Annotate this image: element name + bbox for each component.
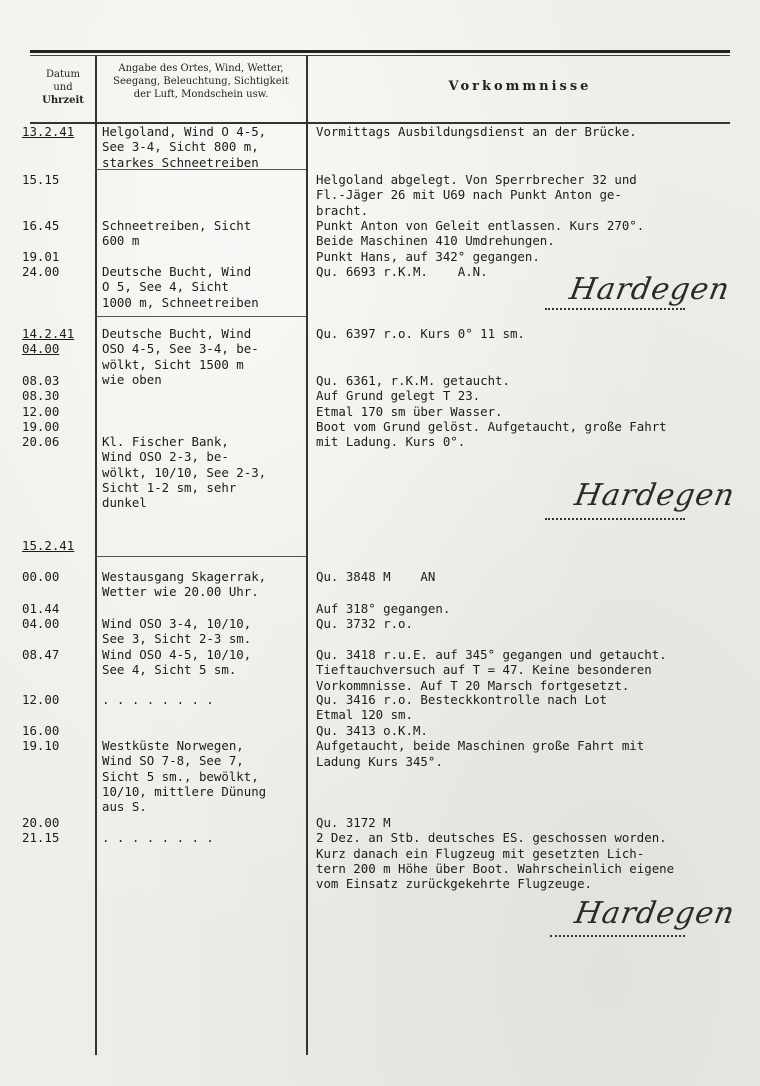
place-cell: Wind OSO 3-4, 10/10, See 3, Sicht 2-3 sm. xyxy=(102,616,252,647)
event-cell: Qu. 3416 r.o. Besteckkontrolle nach Lot Etmal 120 sm. xyxy=(316,692,607,723)
time-cell: 24.00 xyxy=(22,264,60,279)
time-cell: 00.00 xyxy=(22,569,60,584)
top-rule xyxy=(30,50,730,53)
header-datum xyxy=(34,68,92,107)
time-cell: 12.00 xyxy=(22,692,60,707)
place-cell: . . . . . . . . xyxy=(102,830,214,845)
event-cell: Qu. 3413 o.K.M. Aufgetaucht, beide Maschinen große Fahrt mit Ladung Kurs 345°. xyxy=(316,723,645,769)
event-cell: Qu. 6397 r.o. Kurs 0° 11 sm. xyxy=(316,326,525,341)
place-cell: Schneetreiben, Sicht 600 m xyxy=(102,218,252,249)
column-divider-1 xyxy=(95,55,97,1055)
header-datum-line: Uhrzeit xyxy=(42,95,84,106)
place-cell: Westausgang Skagerrak, Wetter wie 20.00 Uhr. xyxy=(102,569,267,600)
event-cell: Helgoland abgelegt. Von Sperrbrecher 32 und Fl.-Jäger 26 mit U69 nach Punkt Anton ge- bracht. xyxy=(316,172,637,218)
top-rule-thin xyxy=(30,55,730,56)
time-cell: 20.00 21.15 xyxy=(22,815,60,846)
place-cell: . . . . . . . . xyxy=(102,692,214,707)
place-cell: Kl. Fischer Bank, Wind OSO 2-3, be- wölkt, 10/10, See 2-3, Sicht 1-2 sm, sehr dunkel xyxy=(102,434,267,511)
signature: Hardegen xyxy=(571,478,738,513)
event-cell: Qu. 3172 M 2 Dez. an Stb. deutsches ES. geschossen worden. Kurz danach ein Flugzeug mit gesetzten Lich- tern 200 m Höhe über Boot. Wahrscheinlich eigene vom Einsatz zurückgekehrte Flugzeuge. xyxy=(316,815,675,892)
header-datum-line: Datum xyxy=(46,69,80,80)
event-cell: Qu. 3848 M AN xyxy=(316,569,436,584)
header-ort-line: der Luft, Mondschein usw. xyxy=(133,89,269,100)
event-cell: Punkt Hans, auf 342° gegangen. xyxy=(316,249,540,264)
header-ort xyxy=(98,62,304,101)
event-cell: Qu. 6361, r.K.M. getaucht. Auf Grund gelegt T 23. Etmal 170 sm über Wasser. Boot vom Grund gelöst. Aufgetaucht, große Fahrt mit Ladung. Kurs 0°. xyxy=(316,373,667,450)
header-vorkommnisse: Vorkommnisse xyxy=(448,79,592,94)
signature-dotted-line xyxy=(550,935,685,937)
header-datum-line: und xyxy=(53,82,73,93)
time-cell: 08.03 08.30 12.00 19.00 20.06 xyxy=(22,373,60,450)
time-cell: 14.2.41 04.00 xyxy=(22,326,75,357)
time-cell: 16.45 xyxy=(22,218,60,233)
row-separator xyxy=(95,556,306,557)
time-cell: 08.47 xyxy=(22,647,60,662)
event-cell: Vormittags Ausbildungsdienst an der Brücke. xyxy=(316,124,637,139)
signature-dotted-line xyxy=(545,308,685,310)
date-cell: 15.2.41 xyxy=(22,538,75,553)
event-cell: Punkt Anton von Geleit entlassen. Kurs 270°. Beide Maschinen 410 Umdrehungen. xyxy=(316,218,645,249)
place-cell: Deutsche Bucht, Wind OSO 4-5, See 3-4, be- wölkt, Sicht 1500 m wie oben xyxy=(102,326,259,387)
time-cell: 01.44 04.00 xyxy=(22,601,60,632)
place-cell: Deutsche Bucht, Wind O 5, See 4, Sicht 1000 m, Schneetreiben xyxy=(102,264,259,310)
event-cell: Auf 318° gegangen. Qu. 3732 r.o. xyxy=(316,601,451,632)
row-separator xyxy=(95,169,306,170)
place-cell: Wind OSO 4-5, 10/10, See 4, Sicht 5 sm. xyxy=(102,647,252,678)
event-cell: Qu. 6693 r.K.M. A.N. xyxy=(316,264,488,279)
event-cell: Qu. 3418 r.u.E. auf 345° gegangen und getaucht. Tieftauchversuch auf T = 47. Keine besonderen Vorkommnisse. Auf T 20 Marsch fortgesetzt. xyxy=(316,647,667,693)
place-cell: Westküste Norwegen, Wind SO 7-8, See 7, Sicht 5 sm., bewölkt, 10/10, mittlere Dünung aus S. xyxy=(102,738,267,815)
header-ort-line: Angabe des Ortes, Wind, Wetter, xyxy=(118,63,284,74)
signature: Hardegen xyxy=(571,896,738,931)
time-cell: 15.15 xyxy=(22,172,60,187)
time-cell: 16.00 19.10 xyxy=(22,723,60,754)
place-cell: Helgoland, Wind O 4-5, See 3-4, Sicht 800 m, starkes Schneetreiben xyxy=(102,124,267,170)
header-ort-line: Seegang, Beleuchtung, Sichtigkeit xyxy=(113,76,289,87)
time-cell: 19.01 xyxy=(22,249,60,264)
column-divider-2 xyxy=(306,55,308,1055)
signature-dotted-line xyxy=(545,518,685,520)
row-separator xyxy=(95,316,306,317)
time-cell: 13.2.41 xyxy=(22,124,75,139)
signature: Hardegen xyxy=(566,272,733,307)
